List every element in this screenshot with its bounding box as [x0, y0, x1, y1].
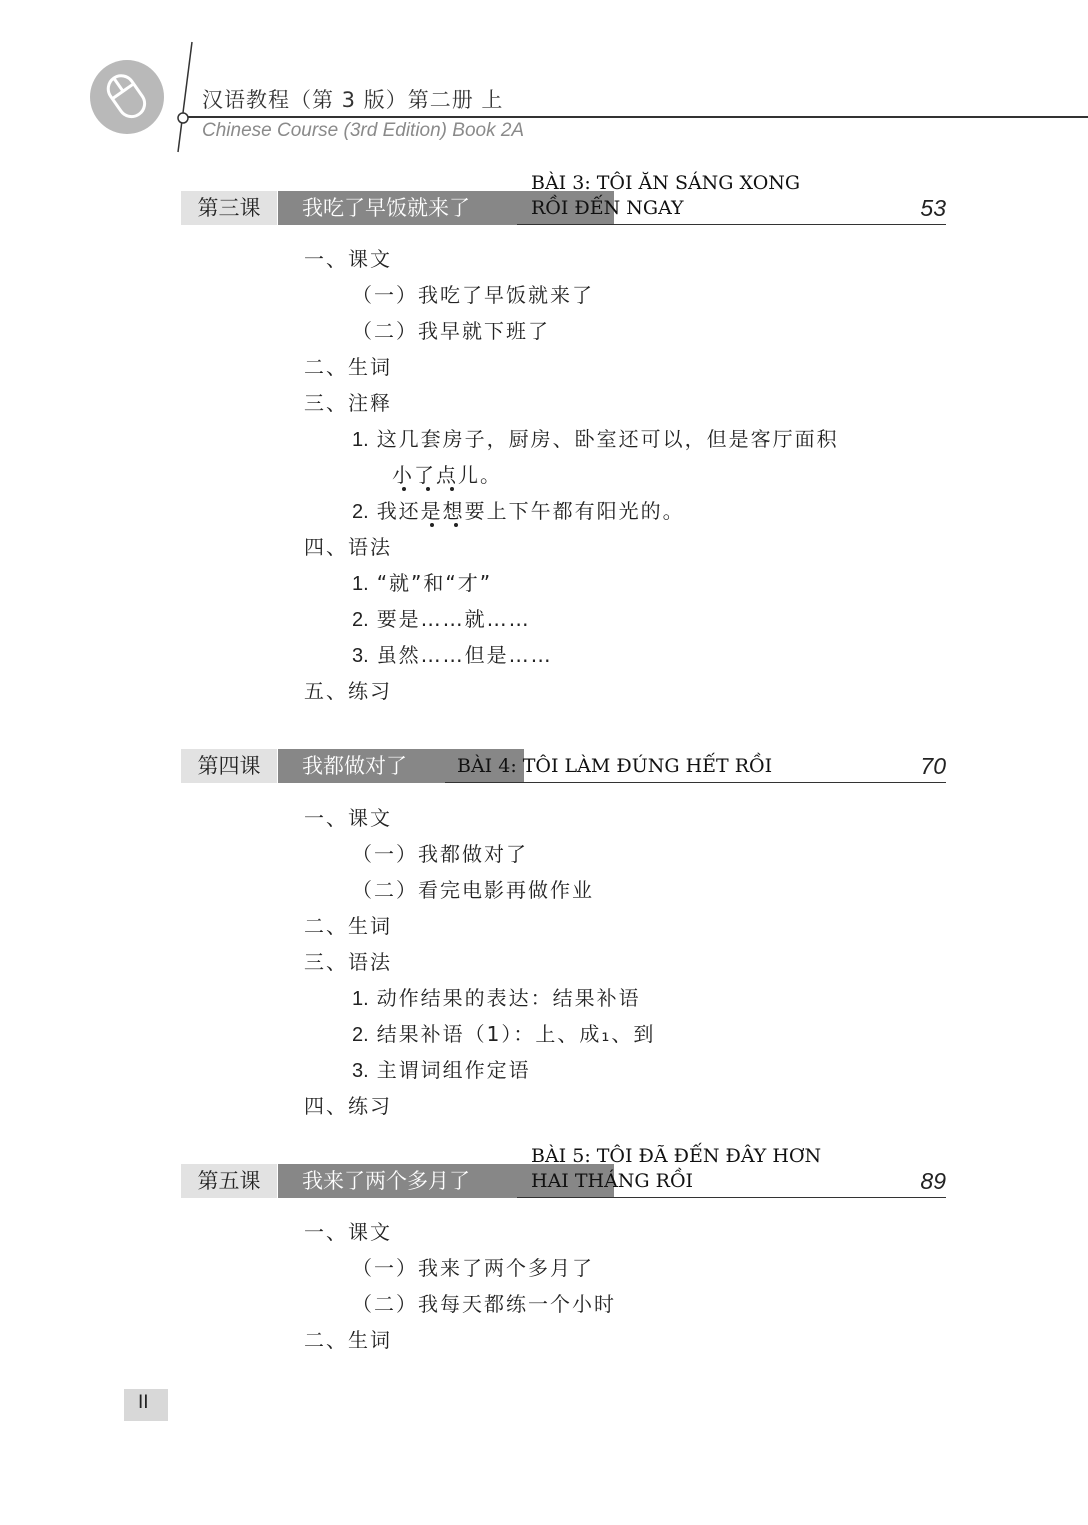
toc-item[interactable]: （一）我都做对了	[352, 842, 528, 866]
header-decoration	[0, 0, 200, 160]
toc-item[interactable]: 3. 主谓词组作定语	[352, 1058, 531, 1082]
lesson-number: 第五课	[181, 1164, 277, 1198]
book-title-cn: 汉语教程（第 3 版）第二册 上	[202, 88, 504, 112]
lesson-header-5[interactable]	[181, 1145, 946, 1198]
lesson-title-vn: BÀI 5: TÔI ĐÃ ĐẾN ĐÂY HƠN HAI THÁNG RỒI	[531, 1145, 822, 1192]
toc-item[interactable]: 五、练习	[304, 679, 392, 703]
lesson-number: 第四课	[181, 749, 277, 783]
toc-item[interactable]: （二）看完电影再做作业	[352, 878, 594, 902]
toc-item[interactable]: 小了点儿。	[392, 463, 502, 487]
toc-item[interactable]: 三、语法	[304, 950, 392, 974]
toc-item[interactable]: 三、注释	[304, 391, 392, 415]
toc-item[interactable]: 四、语法	[304, 535, 392, 559]
toc-item[interactable]: 四、练习	[304, 1094, 392, 1118]
lesson-number: 第三课	[181, 191, 277, 225]
lesson-title-cn: 我都做对了	[278, 749, 524, 783]
emphasis-dot	[402, 487, 406, 491]
emphasis-dot	[426, 487, 430, 491]
lesson-header-3[interactable]	[181, 172, 946, 225]
page-number: II	[138, 1392, 149, 1413]
toc-item[interactable]: （一）我来了两个多月了	[352, 1256, 594, 1280]
lesson-page-number: 70	[920, 753, 946, 779]
lesson-page-number: 89	[920, 1168, 946, 1194]
emphasis-dot	[430, 523, 434, 527]
emphasis-dot	[450, 487, 454, 491]
lesson-title-vn: BÀI 4: TÔI LÀM ĐÚNG HẾT RỒI	[457, 755, 773, 777]
toc-item[interactable]: 二、生词	[304, 1328, 392, 1352]
toc-item[interactable]: 2. 结果补语（1）：上、成₁、到	[352, 1022, 656, 1046]
lesson-page-number: 53	[920, 195, 946, 221]
lesson-rule	[517, 1197, 946, 1198]
toc-item[interactable]: 1. “就”和“才”	[352, 571, 493, 595]
toc-item[interactable]: 一、课文	[304, 806, 392, 830]
toc-item[interactable]: 二、生词	[304, 914, 392, 938]
toc-item[interactable]: 一、课文	[304, 247, 392, 271]
toc-item[interactable]: 1. 动作结果的表达：结果补语	[352, 986, 641, 1010]
toc-item[interactable]: 一、课文	[304, 1220, 392, 1244]
lesson-header-4[interactable]	[181, 749, 946, 783]
toc-item[interactable]: （二）我每天都练一个小时	[352, 1292, 616, 1316]
book-title-en: Chinese Course (3rd Edition) Book 2A	[202, 120, 525, 141]
lesson-title-vn: BÀI 3: TÔI ĂN SÁNG XONG RỒI ĐẾN NGAY	[531, 172, 801, 219]
header-rule	[188, 116, 1088, 118]
toc-item[interactable]: （二）我早就下班了	[352, 319, 550, 343]
toc-item[interactable]: 3. 虽然……但是……	[352, 643, 553, 667]
lesson-rule	[517, 224, 946, 225]
lesson-title-cn: 我吃了早饭就来了	[278, 191, 614, 225]
toc-item[interactable]: 二、生词	[304, 355, 392, 379]
lesson-title-cn: 我来了两个多月了	[278, 1164, 614, 1198]
emphasis-dot	[454, 523, 458, 527]
lesson-rule	[445, 782, 946, 783]
toc-item[interactable]: 2. 要是……就……	[352, 607, 531, 631]
toc-item[interactable]: 1. 这几套房子，厨房、卧室还可以，但是客厅面积	[352, 427, 839, 451]
toc-item[interactable]: （一）我吃了早饭就来了	[352, 283, 594, 307]
toc-item[interactable]: 2. 我还是想要上下午都有阳光的。	[352, 499, 685, 523]
